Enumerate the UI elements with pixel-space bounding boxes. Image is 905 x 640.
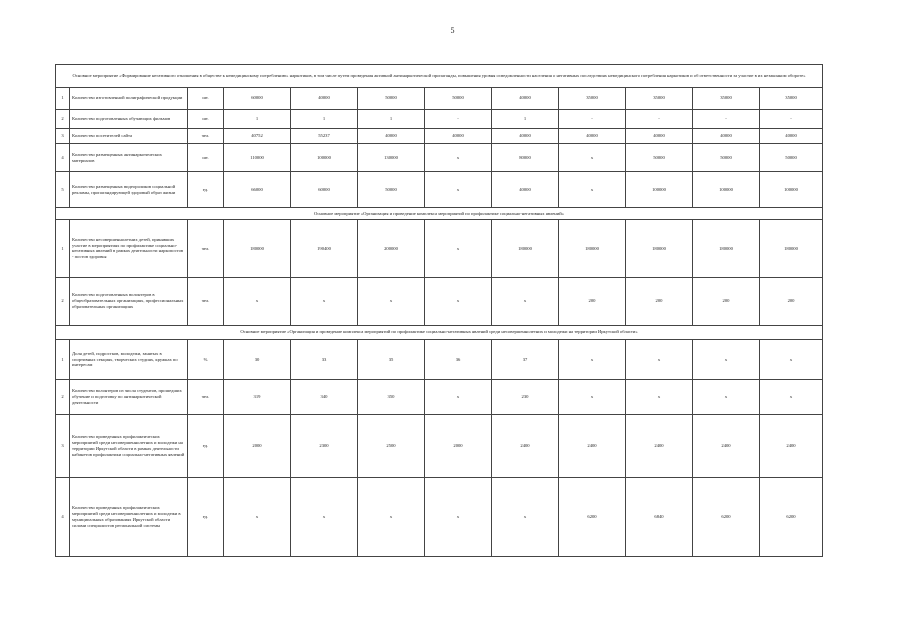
value-cell: 180000 bbox=[492, 220, 559, 277]
value-cell: х bbox=[760, 340, 823, 380]
value-cell: 2400 bbox=[626, 415, 693, 478]
value-cell: 230 bbox=[492, 379, 559, 414]
value-cell: 66000 bbox=[224, 172, 291, 207]
table-row bbox=[56, 220, 823, 277]
section-title: Основное мероприятие «Организация и проведение комплекса мероприятий по профилактике социально-негативных явлений среди несовершеннолетних и молодежи на территории Иркутской области» bbox=[56, 325, 823, 340]
row-number: 3 bbox=[56, 415, 70, 478]
value-cell: 40000 bbox=[693, 128, 760, 144]
table-row bbox=[56, 379, 823, 414]
value-cell: 2400 bbox=[760, 415, 823, 478]
row-number: 1 bbox=[56, 220, 70, 277]
value-cell: 60000 bbox=[224, 87, 291, 109]
table-row bbox=[56, 87, 823, 109]
value-cell: х bbox=[760, 379, 823, 414]
value-cell: х bbox=[425, 172, 492, 207]
value-cell: 2000 bbox=[425, 415, 492, 478]
value-cell: 40000 bbox=[492, 172, 559, 207]
value-cell: 50000 bbox=[760, 144, 823, 172]
value-cell: 50000 bbox=[358, 172, 425, 207]
value-cell: 319 bbox=[224, 379, 291, 414]
unit-cell: чел. bbox=[188, 220, 224, 277]
row-number: 2 bbox=[56, 277, 70, 325]
value-cell: - bbox=[693, 109, 760, 128]
indicator-name: Количество подготовленных обучающих фильмов bbox=[70, 109, 188, 128]
value-cell: - bbox=[559, 109, 626, 128]
row-number: 2 bbox=[56, 379, 70, 414]
row-number: 3 bbox=[56, 128, 70, 144]
value-cell: х bbox=[559, 379, 626, 414]
value-cell: х bbox=[224, 477, 291, 556]
value-cell: - bbox=[626, 109, 693, 128]
section-title: Основное мероприятие «Формирование негативного отношения в обществе к немедицинскому потреблению» наркотиков, в том числе путем проведения активной антинаркотической пропаганды, повышения уровня осведомленности населения о негативных последствиях немедицинского потребления наркотиков и об ответственности за участие в их незаконном обороте» bbox=[56, 65, 823, 88]
value-cell: 1 bbox=[358, 109, 425, 128]
value-cell: х bbox=[291, 277, 358, 325]
value-cell: х bbox=[559, 340, 626, 380]
indicator-name: Количество посетителей сайта bbox=[70, 128, 188, 144]
value-cell: 40000 bbox=[492, 128, 559, 144]
indicator-name: Количество проведенных профилактических мероприятий среди несовершеннолетних и молодежи в муниципальных образованиях Иркутской области силами специалистов региональной системы bbox=[70, 477, 188, 556]
table-row bbox=[56, 415, 823, 478]
row-number: 4 bbox=[56, 477, 70, 556]
unit-cell: чел. bbox=[188, 277, 224, 325]
unit-cell: шт. bbox=[188, 109, 224, 128]
indicator-name: Доля детей, подростков, молодежи, занятых в спортивных секциях, творческих студиях, кружках по интересам bbox=[70, 340, 188, 380]
value-cell: 40752 bbox=[224, 128, 291, 144]
value-cell: 35000 bbox=[559, 87, 626, 109]
value-cell: 2000 bbox=[224, 415, 291, 478]
value-cell: 35000 bbox=[693, 87, 760, 109]
value-cell: 100000 bbox=[760, 172, 823, 207]
value-cell: 6200 bbox=[693, 477, 760, 556]
value-cell: 350 bbox=[358, 379, 425, 414]
value-cell: х bbox=[425, 220, 492, 277]
value-cell: 40000 bbox=[492, 87, 559, 109]
value-cell: 200 bbox=[760, 277, 823, 325]
value-cell: х bbox=[693, 379, 760, 414]
value-cell: 200 bbox=[559, 277, 626, 325]
indicator-name: Количество размещенных видеороликов социальной рекламы, пропагандирующей здоровый образ жизни bbox=[70, 172, 188, 207]
value-cell: 180000 bbox=[760, 220, 823, 277]
value-cell: 1 bbox=[492, 109, 559, 128]
section-header-row bbox=[56, 325, 823, 340]
row-number: 2 bbox=[56, 109, 70, 128]
value-cell: 200 bbox=[626, 277, 693, 325]
value-cell: 50000 bbox=[626, 144, 693, 172]
value-cell: 1 bbox=[224, 109, 291, 128]
indicator-name: Количество несовершеннолетних детей, принявших участие в мероприятиях по профилактике социально-негативных явлений в рамках деятельности наркопостов - постов здоровья bbox=[70, 220, 188, 277]
value-cell: 2400 bbox=[492, 415, 559, 478]
value-cell: 40000 bbox=[760, 128, 823, 144]
section-header-row bbox=[56, 207, 823, 220]
row-number: 1 bbox=[56, 340, 70, 380]
value-cell: х bbox=[626, 379, 693, 414]
value-cell: 100000 bbox=[693, 172, 760, 207]
value-cell: 35 bbox=[358, 340, 425, 380]
unit-cell: чел. bbox=[188, 379, 224, 414]
value-cell: х bbox=[492, 277, 559, 325]
value-cell: 36 bbox=[425, 340, 492, 380]
table-row bbox=[56, 477, 823, 556]
value-cell: 2300 bbox=[291, 415, 358, 478]
table-row bbox=[56, 144, 823, 172]
table-row bbox=[56, 340, 823, 380]
value-cell: 190400 bbox=[291, 220, 358, 277]
value-cell: 35000 bbox=[626, 87, 693, 109]
value-cell: х bbox=[492, 477, 559, 556]
value-cell: 60000 bbox=[291, 172, 358, 207]
value-cell: 40000 bbox=[425, 128, 492, 144]
unit-cell: шт. bbox=[188, 87, 224, 109]
value-cell: 40000 bbox=[559, 128, 626, 144]
value-cell: 130000 bbox=[358, 144, 425, 172]
value-cell: 80000 bbox=[492, 144, 559, 172]
indicator-name: Количество подготовленных волонтеров в общеобразовательных организациях, профессиональных образовательных организациях bbox=[70, 277, 188, 325]
value-cell: х bbox=[425, 144, 492, 172]
indicators-table bbox=[55, 64, 823, 557]
value-cell: - bbox=[760, 109, 823, 128]
page-number: 5 bbox=[450, 26, 455, 35]
table-row bbox=[56, 277, 823, 325]
row-number: 5 bbox=[56, 172, 70, 207]
value-cell: 35000 bbox=[760, 87, 823, 109]
value-cell: х bbox=[559, 172, 626, 207]
value-cell: 50000 bbox=[693, 144, 760, 172]
value-cell: 200 bbox=[693, 277, 760, 325]
value-cell: х bbox=[559, 144, 626, 172]
value-cell: 50000 bbox=[358, 87, 425, 109]
indicator-name: Количество проведенных профилактических мероприятий среди несовершеннолетних и молодежи на территории Иркутской области в рамках деятельности кабинетов профилактики социально-негативных явлений bbox=[70, 415, 188, 478]
value-cell: х bbox=[358, 477, 425, 556]
value-cell: 2500 bbox=[358, 415, 425, 478]
value-cell: х bbox=[693, 340, 760, 380]
value-cell: - bbox=[425, 109, 492, 128]
row-number: 4 bbox=[56, 144, 70, 172]
value-cell: 40000 bbox=[358, 128, 425, 144]
unit-cell: ед. bbox=[188, 415, 224, 478]
value-cell: 2400 bbox=[693, 415, 760, 478]
value-cell: 40000 bbox=[291, 87, 358, 109]
unit-cell: ед. bbox=[188, 477, 224, 556]
value-cell: х bbox=[425, 379, 492, 414]
value-cell: 40000 bbox=[626, 128, 693, 144]
value-cell: 180000 bbox=[559, 220, 626, 277]
indicator-name: Количество волонтеров из числа студентов, прошедших обучение и подготовку по антинаркотической деятельности bbox=[70, 379, 188, 414]
value-cell: 6840 bbox=[626, 477, 693, 556]
indicator-name: Количество изготовленной полиграфической продукции bbox=[70, 87, 188, 109]
value-cell: х bbox=[358, 277, 425, 325]
value-cell: 30 bbox=[224, 340, 291, 380]
value-cell: 180000 bbox=[693, 220, 760, 277]
table-row bbox=[56, 109, 823, 128]
value-cell: х bbox=[425, 477, 492, 556]
value-cell: 2400 bbox=[559, 415, 626, 478]
value-cell: 6200 bbox=[559, 477, 626, 556]
value-cell: 1 bbox=[291, 109, 358, 128]
section-header-row bbox=[56, 65, 823, 88]
indicator-name: Количество размещенных антинаркотических материалов bbox=[70, 144, 188, 172]
value-cell: 110000 bbox=[224, 144, 291, 172]
value-cell: 100000 bbox=[291, 144, 358, 172]
unit-cell: % bbox=[188, 340, 224, 380]
section-title: Основное мероприятие «Организация и проведение комплекса мероприятий по профилактике социально-негативных явлений» bbox=[56, 207, 823, 220]
value-cell: 340 bbox=[291, 379, 358, 414]
value-cell: 6200 bbox=[760, 477, 823, 556]
value-cell: 50000 bbox=[425, 87, 492, 109]
value-cell: х bbox=[425, 277, 492, 325]
table-row bbox=[56, 172, 823, 207]
value-cell: 200000 bbox=[358, 220, 425, 277]
value-cell: х bbox=[224, 277, 291, 325]
value-cell: 180000 bbox=[626, 220, 693, 277]
value-cell: 100000 bbox=[626, 172, 693, 207]
value-cell: 37 bbox=[492, 340, 559, 380]
table-row bbox=[56, 128, 823, 144]
unit-cell: ед. bbox=[188, 172, 224, 207]
value-cell: х bbox=[626, 340, 693, 380]
value-cell: 180000 bbox=[224, 220, 291, 277]
value-cell: 33 bbox=[291, 340, 358, 380]
row-number: 1 bbox=[56, 87, 70, 109]
value-cell: 55237 bbox=[291, 128, 358, 144]
unit-cell: чел. bbox=[188, 128, 224, 144]
unit-cell: шт. bbox=[188, 144, 224, 172]
value-cell: х bbox=[291, 477, 358, 556]
